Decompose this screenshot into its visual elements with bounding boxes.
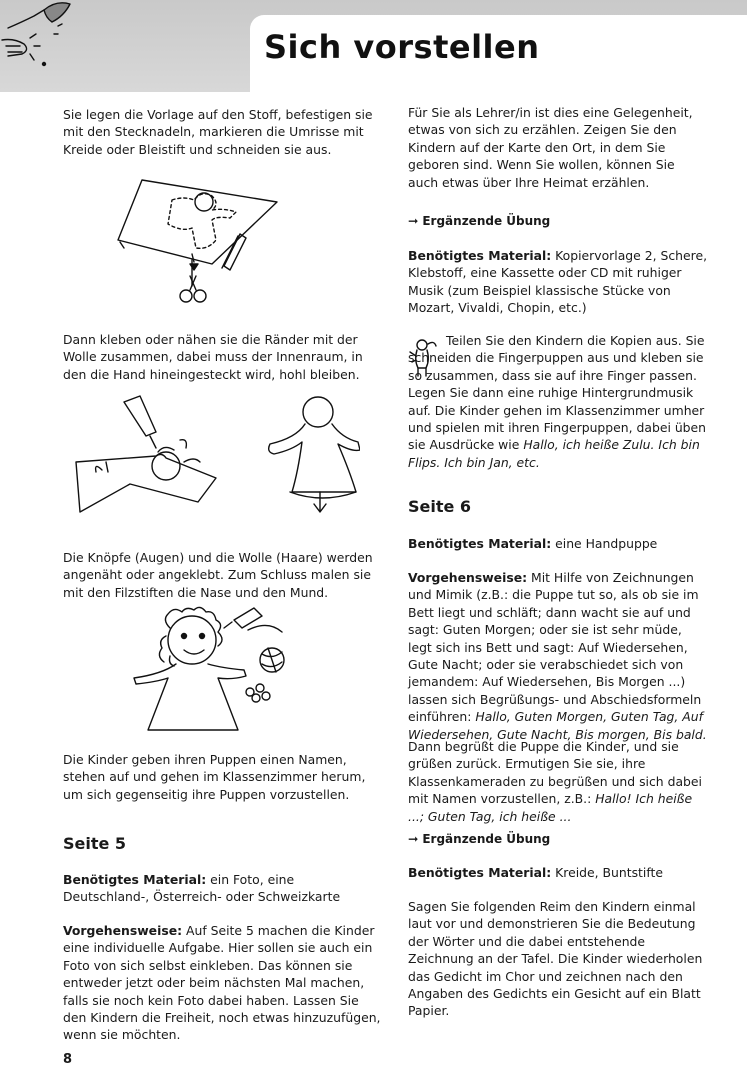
header-hand-illustration bbox=[0, 0, 120, 90]
finger-puppets-italic: Hallo, ich heiße Zulu. Ich bin Flips. Ich bin Jan, etc. bbox=[408, 437, 700, 470]
paragraph-greeting-practice bbox=[408, 738, 708, 825]
seite5-vorgehensweise bbox=[63, 922, 383, 1044]
arrow-icon: ➞ bbox=[408, 213, 419, 228]
ergaenzende-label: Ergänzende Übung bbox=[422, 832, 551, 846]
section-title-seite-5: Seite 5 bbox=[63, 834, 127, 853]
ergaenzende-label: Ergänzende Übung bbox=[422, 214, 551, 228]
material-text: ein Foto, eine Deutschland-, Österreich- oder Schweizkarte bbox=[63, 872, 341, 905]
material-label: Benötigtes Material: bbox=[408, 248, 552, 263]
vorgehen-label: Vorgehensweise: bbox=[63, 923, 183, 938]
ergaenzende-uebung-heading-2 bbox=[408, 830, 708, 848]
vorgehen-label: Vorgehensweise: bbox=[408, 570, 528, 585]
material-text: Kreide, Buntstifte bbox=[551, 865, 663, 880]
finished-puppet-illustration bbox=[122, 606, 312, 736]
page-title: Sich vorstellen bbox=[264, 28, 540, 66]
greeting-text: Dann begrüßt die Puppe die Kinder, und sie grüßen zurück. Ermutigen Sie sie, ihre Klassenkameraden zu begrüßen und sich dabei mit Namen vorzustellen, z.B.: bbox=[408, 739, 702, 807]
material-label: Benötigtes Material: bbox=[63, 872, 207, 887]
greeting-italic: Hallo! Ich heiße ...; Guten Tag, ich heiße ... bbox=[408, 791, 693, 824]
material-kopiervorlage bbox=[408, 247, 708, 317]
material-label: Benötigtes Material: bbox=[408, 536, 552, 551]
fabric-template-illustration bbox=[112, 178, 292, 318]
finger-puppets-text: Teilen Sie den Kindern die Kopien aus. Sie schneiden die Fingerpuppen aus und kleben sie so zusammen, dass sie auf ihre Finger passen. Legen Sie dann eine ruhige Hintergrundmusik auf. Die Kinder gehen im Klassenzimmer umher und spielen mit ihren Fingerpuppen, dabei üben sie Ausdrücke wie bbox=[408, 333, 707, 453]
seite6-vorgehensweise bbox=[408, 569, 708, 743]
vorgehen-text: Mit Hilfe von Zeichnungen und Mimik (z.B.: die Puppe tut so, als ob sie im Bett liegt und schläft; dann wacht sie auf und sagt: Guten Morgen; oder sie ist sehr müde, legt sich ins Bett und sagt: Auf Wiedersehen, Gute Nacht; oder sie verabschiedet sich von jemandem: Auf Wiedersehen, Bis Morgen ...) lassen sich Begrüßungs- und Abschiedsformeln einführen: bbox=[408, 570, 702, 725]
material-text: Kopiervorlage 2, Schere, Klebstoff, eine Kassette oder CD mit ruhiger Musik (zum Beispiel klassische Stücke von Mozart, Vivaldi, Chopin, etc.) bbox=[408, 248, 708, 316]
arrow-icon: ➞ bbox=[408, 831, 419, 846]
ergaenzende-uebung-heading-1 bbox=[408, 212, 708, 230]
paragraph-sewing-instructions: Dann kleben oder nähen sie die Ränder mit der Wolle zusammen, dabei muss der Innenraum, in den die Hand hineingesteckt wird, hohl bleiben. bbox=[63, 332, 363, 382]
material-text: eine Handpuppe bbox=[551, 536, 658, 551]
paragraph-cutting-instructions: Sie legen die Vorlage auf den Stoff, befestigen sie mit den Stecknadeln, markieren die Umrisse mit Kreide oder Bleistift und schneiden sie aus. bbox=[63, 107, 373, 157]
seite6-material bbox=[408, 535, 708, 552]
paragraph-finger-puppets bbox=[408, 332, 708, 471]
page-number: 8 bbox=[63, 1052, 73, 1067]
paragraph-buttons-and-wool: Die Knöpfe (Augen) und die Wolle (Haare) werden angenäht oder angeklebt. Zum Schluss malen sie mit den Filzstiften die Nase und den Mund. bbox=[63, 550, 373, 600]
material-label: Benötigtes Material: bbox=[408, 865, 552, 880]
paragraph-rhyme-instructions: Sagen Sie folgenden Reim den Kindern einmal laut vor und demonstrieren Sie die Bedeutung der Wörter und die dabei entstehende Zeichnung an der Tafel. Die Kinder wiederholen das Gedicht im Chor und zeichnen nach den Angaben des Gedichts ein Gesicht auf ein Blatt Papier. bbox=[408, 899, 703, 1019]
seite5-material bbox=[63, 871, 383, 906]
vorgehen-text: Auf Seite 5 machen die Kinder eine individuelle Aufgabe. Hier sollen sie auch ein Foto von sich selbst einkleben. Das können sie entweder jetzt oder beim nächsten Mal machen, falls sie noch kein Foto dabei haben. Lassen Sie den Kindern die Freiheit, noch etwas hinzuzufügen, wenn sie möchten. bbox=[63, 923, 381, 1043]
paragraph-teacher-intro: Für Sie als Lehrer/in ist dies eine Gelegenheit, etwas von sich zu erzählen. Zeigen Sie den Kindern auf der Karte den Ort, in dem Sie geboren sind. Wenn Sie wollen, können Sie auch etwas über Ihre Heimat erzählen. bbox=[408, 105, 693, 190]
glue-and-puppet-illustration bbox=[70, 392, 360, 522]
material-kreide bbox=[408, 864, 708, 881]
paragraph-name-puppets: Die Kinder geben ihren Puppen einen Namen, stehen auf und gehen im Klassenzimmer herum, um sich gegenseitig ihre Puppen vorzustellen. bbox=[63, 752, 366, 802]
vorgehen-italic: Hallo, Guten Morgen, Guten Tag, Auf Wiedersehen, Gute Nacht, Bis morgen, Bis bald. bbox=[408, 709, 707, 742]
section-title-seite-6: Seite 6 bbox=[408, 497, 472, 516]
